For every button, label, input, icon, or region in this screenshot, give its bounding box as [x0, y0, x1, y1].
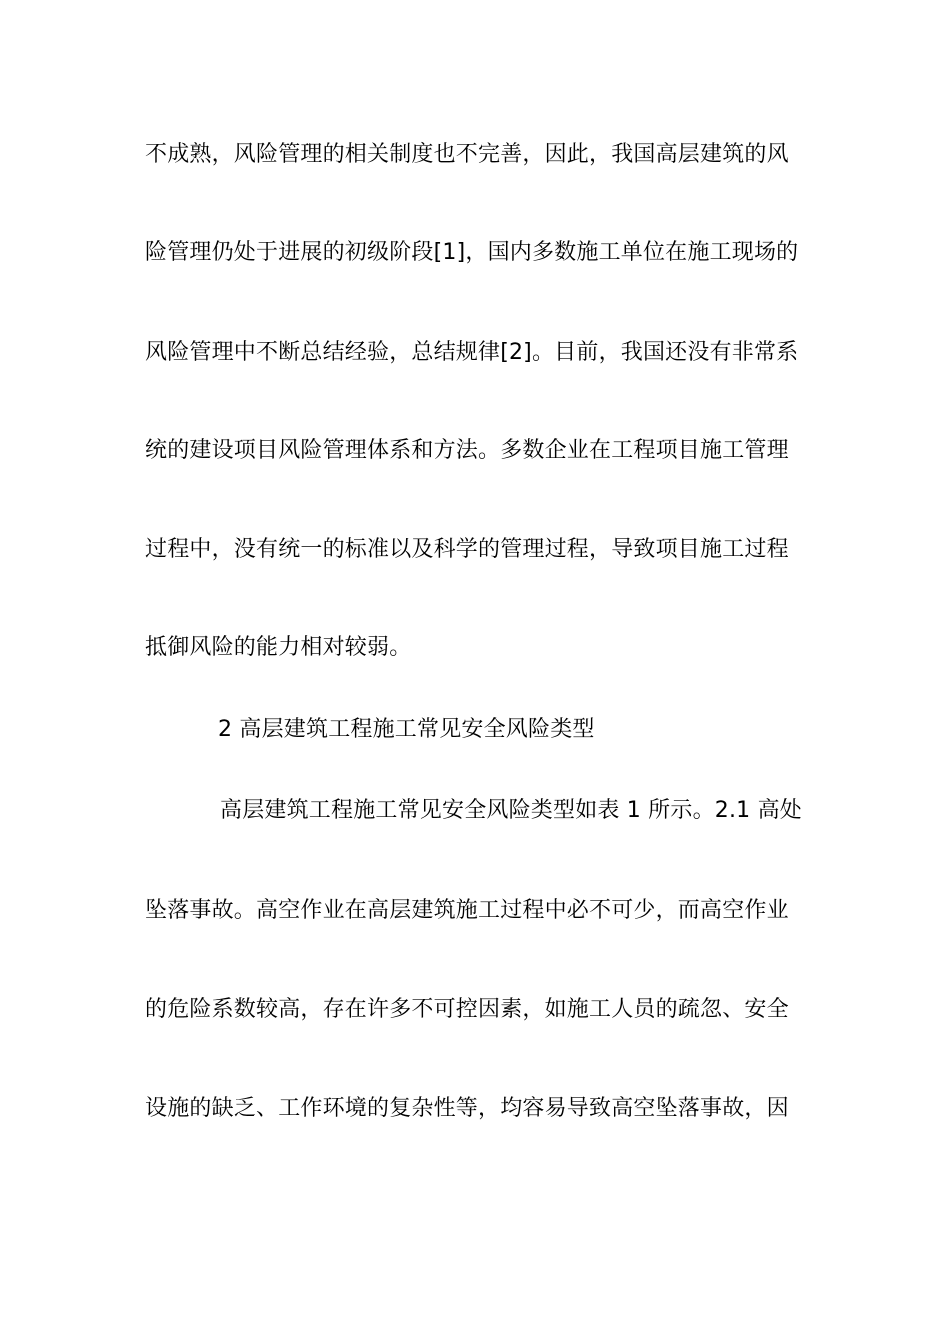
paragraph-1-line-6: 抵御风险的能力相对较弱。	[145, 635, 412, 660]
paragraph-2-line-2: 坠落事故。高空作业在高层建筑施工过程中必不可少，而高空作业	[145, 898, 789, 923]
paragraph-1-line-1: 不成熟，风险管理的相关制度也不完善，因此，我国高层建筑的风	[145, 142, 789, 167]
paragraph-1-line-5: 过程中，没有统一的标准以及科学的管理过程，导致项目施工过程	[145, 537, 789, 562]
section-heading: 2 高层建筑工程施工常见安全风险类型	[218, 717, 595, 742]
paragraph-1-line-3: 风险管理中不断总结经验，总结规律[2]。目前，我国还没有非常系	[145, 340, 799, 365]
paragraph-2-line-4: 设施的缺乏、工作环境的复杂性等，均容易导致高空坠落事故，因	[145, 1096, 789, 1121]
paragraph-1-line-2: 险管理仍处于进展的初级阶段[1]，国内多数施工单位在施工现场的	[145, 240, 799, 265]
paragraph-2-line-3: 的危险系数较高，存在许多不可控因素，如施工人员的疏忽、安全	[145, 997, 789, 1022]
paragraph-2-line-1: 高层建筑工程施工常见安全风险类型如表 1 所示。2.1 高处	[220, 798, 802, 823]
paragraph-1-line-4: 统的建设项目风险管理体系和方法。多数企业在工程项目施工管理	[145, 438, 789, 463]
